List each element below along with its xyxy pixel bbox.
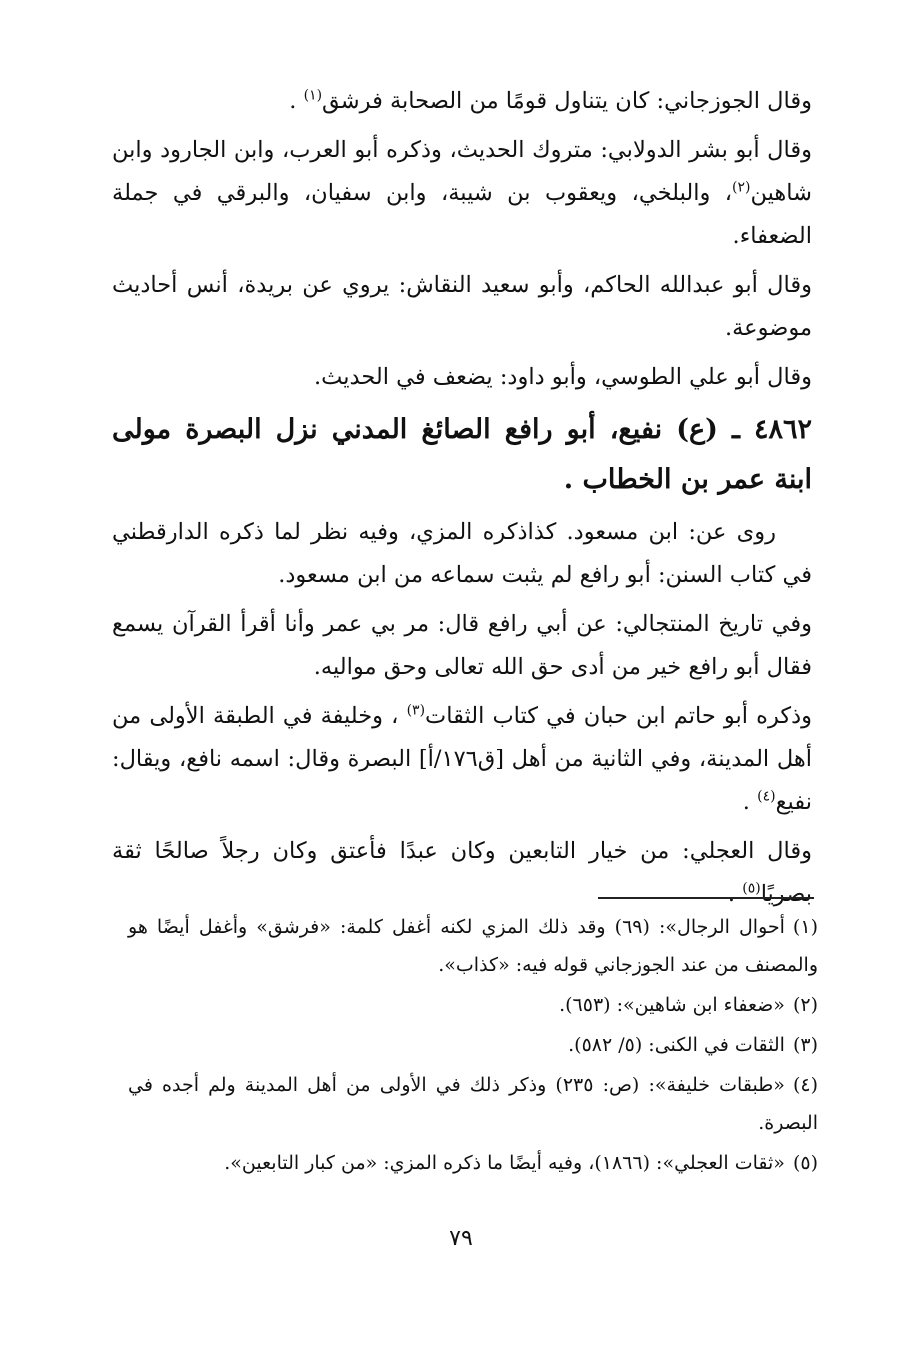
footnote-item (128, 908, 818, 984)
footnote-number: (٤) (792, 1074, 818, 1096)
paragraph-text: . (727, 881, 743, 907)
paragraph-text: ، وخليفة في الطبقة الأولى من أهل المدينة، وفي الثانية من أهل [ق١٧٦/أ] البصرة وقال: اسمه نافع، ويقال: نفيع (112, 703, 812, 815)
paragraph-hakim (112, 264, 812, 350)
paragraph-ijli (112, 830, 812, 916)
paragraph-text: . (742, 789, 758, 815)
paragraph-text: ، والبلخي، ويعقوب بن شيبة، وابن سفيان، والبرقي في جملة الضعفاء. (112, 180, 812, 249)
footnote-number: (١) (792, 916, 818, 938)
entry-heading: ٤٨٦٢ ـ (ع) نفيع، أبو رافع الصائغ المدني نزل البصرة مولى ابنة عمر بن الخطاب . (112, 414, 812, 495)
footnote-text: «طبقات خليفة»: (ص: ٢٣٥) وذكر ذلك في الأولى من أهل المدينة ولم أجده في البصرة. (128, 1074, 818, 1134)
footnote-item (128, 1066, 818, 1142)
footnote-ref[interactable]: (١) (303, 87, 323, 104)
paragraph-dulabi (112, 129, 812, 258)
footnote-ref[interactable]: (٣) (406, 702, 426, 719)
footnote-divider (598, 897, 814, 899)
paragraph-ibn-hibban (112, 695, 812, 824)
footnote-text: أحوال الرجال»: (٦٩) وقد ذلك المزي لكنه أغفل كلمة: «فرشق» وأغفل أيضًا هو والمصنف من عند الجوزجاني قوله فيه: «كذاب». (128, 916, 818, 976)
paragraph-tusi (112, 356, 812, 399)
footnote-ref[interactable]: (٢) (732, 179, 751, 196)
paragraph-text: وقال أبو بشر الدولابي: متروك الحديث، وذكره أبو العرب، وابن الجارود وابن شاهين (112, 137, 812, 206)
paragraph-text: وذكره أبو حاتم ابن حبان في كتاب الثقات (425, 703, 812, 729)
paragraph-juzjani (112, 80, 812, 123)
paragraph-narrated-from (112, 511, 812, 597)
footnote-item (128, 986, 818, 1024)
page-number: ٧٩ (449, 1226, 473, 1251)
paragraph-text: وقال الجوزجاني: كان يتناول قومًا من الصحابة فرشق (322, 88, 812, 114)
paragraph-text: وقال أبو علي الطوسي، وأبو داود: يضعف في الحديث. (314, 364, 812, 390)
footnote-number: (٥) (792, 1152, 818, 1174)
footnote-item (128, 1144, 818, 1182)
footnote-item (128, 1026, 818, 1064)
footnote-text: «ضعفاء ابن شاهين»: (٦٥٣). (559, 994, 785, 1016)
paragraph-text: وقال أبو عبدالله الحاكم، وأبو سعيد النقاش: يروي عن بريدة، أنس أحاديث موضوعة. (112, 272, 812, 341)
footnote-text: «ثقات العجلي»: (١٨٦٦)، وفيه أيضًا ما ذكره المزي: «من كبار التابعين». (224, 1152, 785, 1174)
footnote-text: الثقات في الكنى: (٥/ ٥٨٢). (568, 1034, 785, 1056)
footnote-ref[interactable]: (٤) (757, 788, 776, 805)
paragraph-muntajali (112, 603, 812, 689)
paragraph-text: . (289, 88, 304, 114)
paragraph-text: وفي تاريخ المنتجالي: عن أبي رافع قال: مر بي عمر وأنا أقرأ القرآن يسمع فقال أبو رافع خير من أدى حق الله تعالى وحق مواليه. (112, 611, 812, 680)
footnote-number: (٢) (792, 994, 818, 1016)
paragraph-text: روى عن: ابن مسعود. كذاذكره المزي، وفيه نظر لما ذكره الدارقطني في كتاب السنن: أبو رافع لم يثبت سماعه من ابن مسعود. (112, 519, 812, 588)
footnotes-section (128, 908, 818, 1184)
footnote-number: (٣) (792, 1034, 818, 1056)
main-text (112, 80, 812, 922)
footnote-ref[interactable]: (٥) (742, 880, 761, 897)
paragraph-text: وقال العجلي: من خيار التابعين وكان عبدًا فأعتق وكان رجلاً صالحًا ثقة بصريًا (112, 838, 812, 907)
